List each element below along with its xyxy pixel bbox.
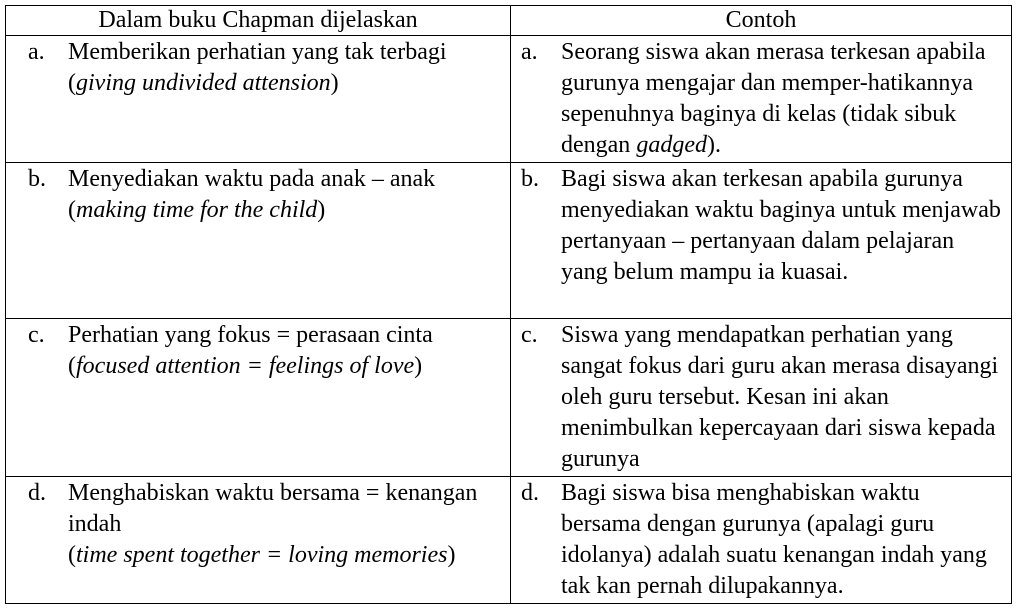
- row-d-left-line1: Menghabiskan waktu bersama = kenangan indah: [68, 480, 478, 537]
- header-row: [6, 6, 1012, 36]
- paren-close: ): [447, 542, 456, 568]
- paren-open: (: [68, 542, 76, 568]
- list-marker: b.: [28, 166, 46, 192]
- row-c-right-text: Siswa yang mendapatkan perhatian yang sangat fokus dari guru akan merasa disayangi oleh guru tersebut. Kesan ini akan menimbulkan kepercayaan dari siswa kepada gurunya: [561, 322, 999, 472]
- row-d-left-cell: [6, 477, 511, 604]
- table-row: [6, 163, 1012, 319]
- paren-open: (: [68, 353, 76, 379]
- row-c-left-italic: focused attention = feelings of love: [76, 353, 415, 379]
- row-a-right-text-before: Seorang siswa akan merasa terkesan apabila gurunya mengajar dan memper-hatikannya sepenuhnya baginya di kelas (tidak sibuk dengan: [561, 39, 986, 158]
- row-c-left-text: [68, 320, 502, 382]
- paren-close: ): [317, 197, 326, 223]
- row-b-left-line1: Menyediakan waktu pada anak – anak: [68, 166, 436, 192]
- row-b-right-cell: [511, 163, 1012, 319]
- paren-open: (: [68, 70, 76, 96]
- paren-close: ): [330, 70, 339, 96]
- table-row: [6, 477, 1012, 604]
- row-a-left-italic: giving undivided attension: [76, 70, 331, 96]
- row-a-left-line1: Memberikan perhatian yang tak terbagi: [68, 39, 447, 65]
- row-a-left-text: [68, 37, 502, 99]
- list-marker: a.: [28, 39, 45, 65]
- paren-close: ): [414, 353, 423, 379]
- row-a-right-text: [561, 37, 1003, 161]
- row-b-left-text: [68, 164, 502, 226]
- row-a-right-cell: [511, 36, 1012, 163]
- row-b-left-cell: [6, 163, 511, 319]
- header-left: Dalam buku Chapman dijelaskan: [6, 6, 511, 36]
- row-b-left-italic: making time for the child: [76, 197, 318, 223]
- row-d-right-text: Bagi siswa bisa menghabiskan waktu bersama dengan gurunya (apalagi guru idolanya) adalah suatu kenangan indah yang tak kan pernah dilupakannya.: [561, 480, 987, 599]
- chapman-table: [5, 5, 1012, 604]
- list-marker: d.: [28, 480, 46, 506]
- row-d-left-text: [68, 478, 502, 571]
- list-marker: a.: [521, 39, 538, 65]
- list-marker: d.: [521, 480, 539, 506]
- row-a-right-text-after: ).: [706, 132, 721, 158]
- row-d-right-cell: [511, 477, 1012, 604]
- row-a-right-italic: gadged: [636, 132, 707, 158]
- row-c-left-line1: Perhatian yang fokus = perasaan cinta: [68, 322, 433, 348]
- row-d-left-italic: time spent together = loving memories: [76, 542, 448, 568]
- list-marker: c.: [521, 322, 538, 348]
- list-marker: b.: [521, 166, 539, 192]
- row-a-left-cell: [6, 36, 511, 163]
- row-b-right-text: Bagi siswa akan terkesan apabila gurunya menyediakan waktu baginya untuk menjawab pertanyaan – pertanyaan dalam pelajaran yang belum mampu ia kuasai.: [561, 166, 1001, 285]
- table-row: [6, 36, 1012, 163]
- table-row: [6, 319, 1012, 477]
- list-marker: c.: [28, 322, 45, 348]
- row-c-right-cell: [511, 319, 1012, 477]
- paren-open: (: [68, 197, 76, 223]
- header-right: Contoh: [511, 6, 1012, 36]
- row-c-left-cell: [6, 319, 511, 477]
